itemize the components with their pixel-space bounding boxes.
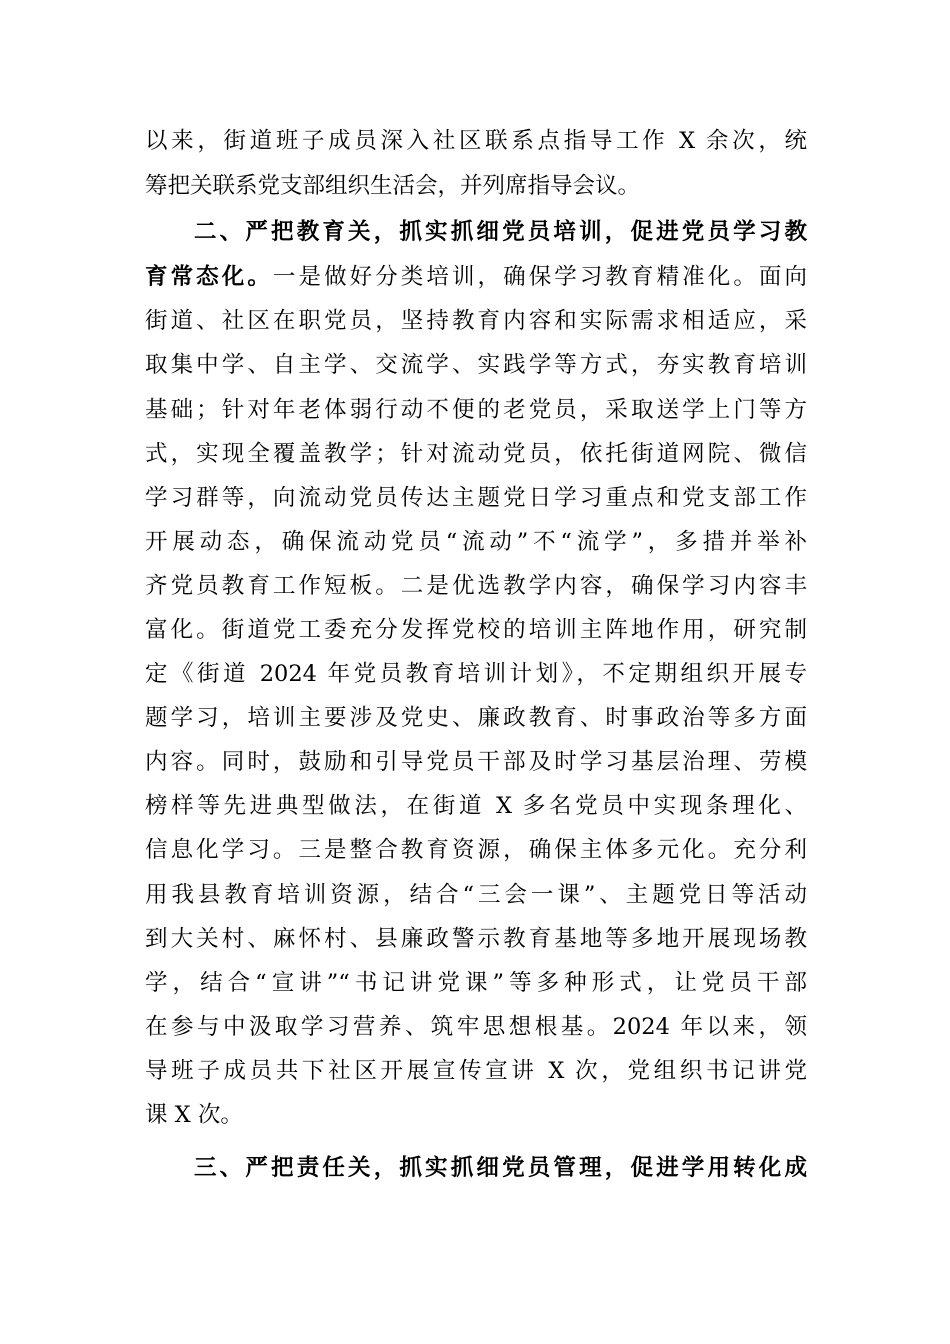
paragraph-line: 取集中学、自主学、交流学、实践学等方式，夯实教育培训 [145,352,807,378]
section-heading-continuation [145,257,807,297]
paragraph-line: 内容。同时，鼓励和引导党员干部及时学习基层治理、劳模 [145,749,807,775]
paragraph-line: 开展动态，确保流动党员“流动”不“流学”，多措并举补 [145,529,807,555]
section-heading: 二、严把教育关，抓实抓细党员培训，促进党员学习教 [194,219,807,245]
paragraph-line: 导班子成员共下社区开展宣传宣讲 X 次，党组织书记讲党 [145,1058,807,1084]
paragraph-line: 课 X 次。 [145,1102,243,1128]
paragraph-line: 定《街道 2024 年党员教育培训计划》，不定期组织开展专 [145,661,807,687]
paragraph-line: 信息化学习。三是整合教育资源，确保主体多元化。充分利 [145,837,807,863]
paragraph-line: 榜样等先进典型做法，在街道 X 多名党员中实现条理化、 [145,793,807,819]
paragraph-line: 式，实现全覆盖教学；针对流动党员，依托街道网院、微信 [145,441,807,467]
paragraph-line: 学，结合“宣讲”“书记讲党课”等多种形式，让党员干部 [145,970,807,996]
paragraph-line: 题学习，培训主要涉及党史、廉政教育、时事政治等多方面 [145,705,807,731]
section-heading-end: 育常态化。 [145,264,273,290]
paragraph-line: 富化。街道党工委充分发挥党校的培训主阵地作用，研究制 [145,617,807,643]
paragraph-line: 基础；针对年老体弱行动不便的老党员，采取送学上门等方 [145,397,807,423]
paragraph-line: 用我县教育培训资源，结合“三会一课”、主题党日等活动 [145,882,807,908]
paragraph-line: 街道、社区在职党员，坚持教育内容和实际需求相适应，采 [145,308,807,334]
paragraph-line: 以来，街道班子成员深入社区联系点指导工作 X 余次，统 [145,128,807,154]
paragraph-line: 学习群等，向流动党员传达主题党日学习重点和党支部工作 [145,485,807,511]
section-heading: 三、严把责任关，抓实抓细党员管理，促进学用转化成 [194,1155,807,1181]
paragraph-line: 到大关村、麻怀村、县廉政警示教育基地等多地开展现场教 [145,926,807,952]
paragraph-line: 筹把关联系党支部组织生活会，并列席指导会议。 [145,173,641,199]
paragraph-line: 在参与中汲取学习营养、筑牢思想根基。2024 年以来，领 [145,1014,807,1040]
paragraph-text: 一是做好分类培训，确保学习教育精准化。面向 [272,264,807,290]
paragraph-line: 齐党员教育工作短板。二是优选教学内容，确保学习内容丰 [145,573,807,599]
